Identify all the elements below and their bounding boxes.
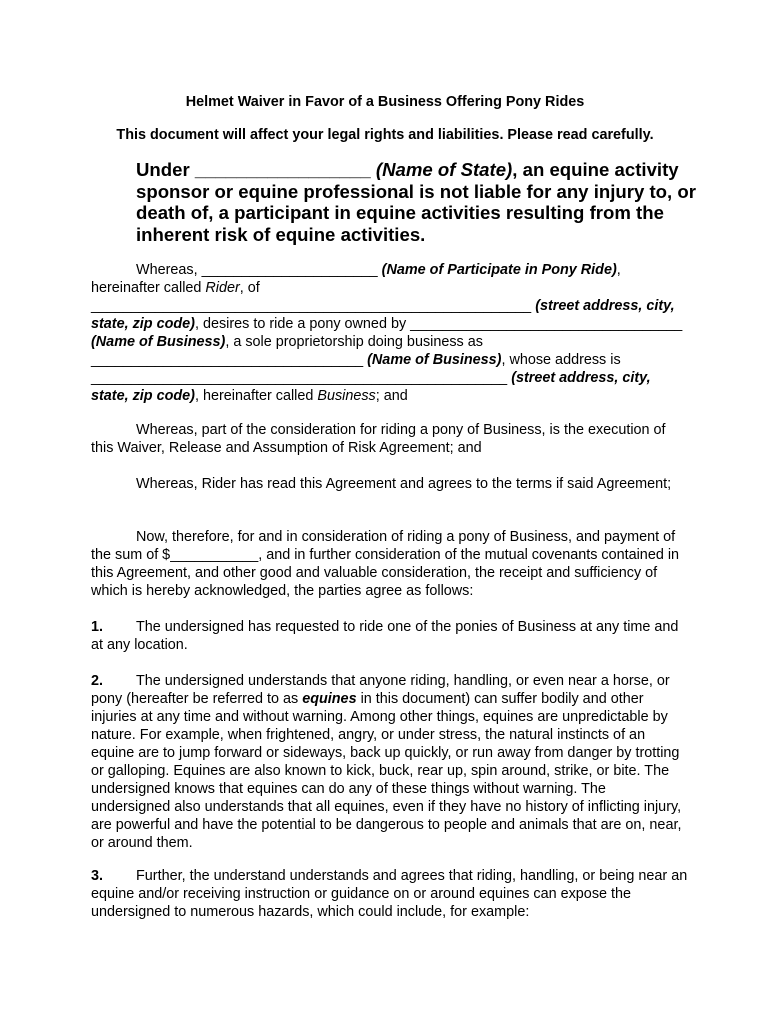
state-label: (Name of State) [375, 159, 513, 180]
participant-label: (Name of Participate in Pony Ride) [381, 262, 617, 278]
clause-number: 2. [91, 673, 104, 689]
rider-address-label: (street address, city, state, zip code) [91, 298, 675, 332]
equines-term: equines [302, 691, 357, 707]
dba-label: (Name of Business) [367, 352, 502, 368]
document-title: Helmet Waiver in Favor of a Business Offering Pony Rides [185, 94, 585, 110]
whereas-rider-paragraph: Whereas, ______________________ (Name of Participate in Pony Ride), hereinafter called Rider, of _______________________________________________________ (street address, city, state, zip code), desires to ride a pony owned by __________________________________ (Name of Business), a sole proprietorship doing business as __________________________________ (Name of Business), whose address is ____________________________________________________ (street address, city, state, zip code), hereinafter called Business; and [91, 262, 683, 404]
clause-3: 3. Further, the understand understands and agrees that riding, handling, or being near an equine and/or receiving instruction or guidance on or around equines can expose the undersigned to numerous hazards, which could include, for example: [91, 868, 688, 920]
whereas-consideration-paragraph: Whereas, part of the consideration for riding a pony of Business, is the execution of this Waiver, Release and Assumption of Risk Agreement; and [91, 422, 666, 456]
now-therefore-paragraph: Now, therefore, for and in consideration of riding a pony of Business, and payment of the sum of $___________, and in further consideration of the mutual covenants contained in this Agreement, and other good and valuable consideration, the receipt and sufficiency of which is hereby acknowledged, the parties agree as follows: [91, 529, 680, 599]
clause-1: 1. The undersigned has requested to ride one of the ponies of Business at any time and at any location. [91, 619, 679, 653]
clause-2: 2. The undersigned understands that anyone riding, handling, or even near a horse, or pony (hereafter be referred to as equines in this document) can suffer bodily and other injuries at any time and without warning. Among other things, equines are unpredictable by nature. For example, when frightened, angry, or under stress, the natural instincts of an equine are to jump forward or sideways, back up quickly, or run away from danger by trotting or galloping. Equines are also known to kick, buck, rear up, spin around, strike, or bite. The undersigned knows that equines can do any of these things without warning. The undersigned also understands that all equines, even if they have no history of inflicting injury, are powerful and have the potential to be dangerous to people and animals that are on, near, or around them. [91, 673, 682, 851]
notice-under: Under [136, 159, 190, 180]
participant-blank: ______________________ [201, 262, 378, 278]
business-address-label: (street address, city, state, zip code) [91, 370, 651, 404]
state-blank: _________________ [194, 159, 371, 180]
document-subtitle: This document will affect your legal rights and liabilities. Please read carefully. [116, 127, 654, 143]
clause-number: 3. [91, 868, 104, 884]
clause-number: 1. [91, 619, 104, 635]
dba-blank: __________________________________ [91, 352, 364, 368]
liability-notice [136, 159, 696, 246]
business-term: Business [317, 388, 376, 404]
business-address-blank: ____________________________________________________ [91, 370, 508, 386]
rider-term: Rider [205, 280, 240, 296]
business-name-label: (Name of Business) [91, 334, 226, 350]
notice-text: , an equine activity sponsor or equine professional is not liable for any injury to, or death of, a participant in equine activities resulting from the inherent risk of equine activities. [136, 159, 696, 246]
rider-address-blank: _______________________________________________________ [91, 298, 532, 314]
whereas-read-paragraph: Whereas, Rider has read this Agreement and agrees to the terms if said Agreement; [136, 476, 672, 492]
business-name-blank: __________________________________ [410, 316, 683, 332]
